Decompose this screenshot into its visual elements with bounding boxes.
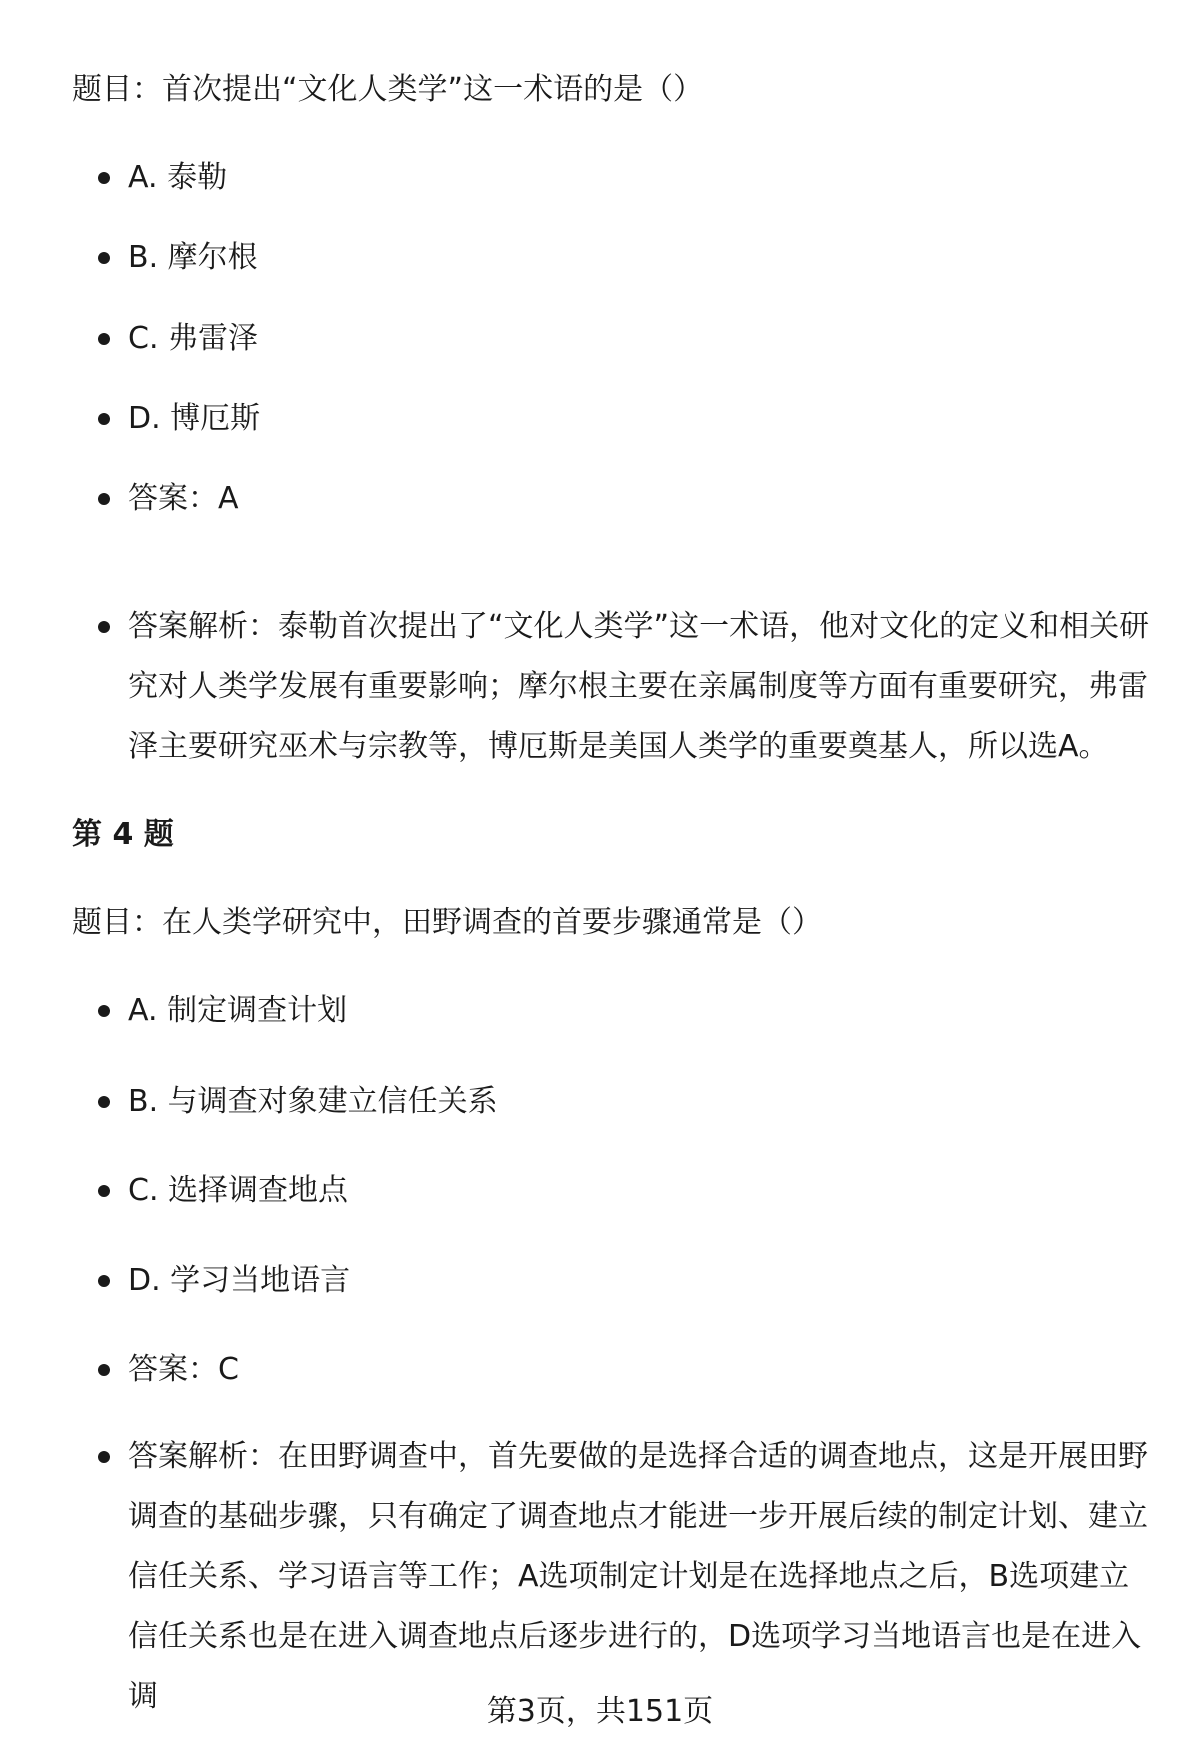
option-label: A. 泰勒 (128, 160, 228, 195)
bullet-icon (98, 1364, 110, 1376)
question-3-analysis (96, 597, 1156, 777)
bullet-icon (98, 1185, 110, 1197)
question-3-answer (96, 469, 1156, 529)
question-3-option-d (96, 389, 1156, 449)
option-label: C. 弗雷泽 (128, 321, 259, 356)
question-4-option-a (96, 981, 1156, 1041)
page-number-footer: 第3页，共151页 (486, 1694, 714, 1729)
analysis-text: 答案解析：在田野调查中，首先要做的是选择合适的调查地点，这是开展田野调查的基础步骤，只有确定了调查地点才能进一步开展后续的制定计划、建立信任关系、学习语言等工作；A选项制定计划是在选择地点之后，B选项建立信任关系也是在进入调查地点后逐步进行的，D选项学习当地语言也是在进入调 (128, 1439, 1148, 1714)
answer-label: 答案：A (128, 481, 239, 516)
bullet-icon (98, 413, 110, 425)
bullet-icon (98, 172, 110, 184)
option-label: A. 制定调查计划 (128, 993, 348, 1028)
option-label: D. 博厄斯 (128, 401, 261, 436)
bullet-icon (98, 493, 110, 505)
bullet-icon (98, 621, 110, 633)
question-4-option-b (96, 1072, 1156, 1132)
question-3-option-a (96, 148, 1156, 208)
question-4-option-d (96, 1251, 1156, 1311)
question-4-heading: 第 4 题 (72, 817, 174, 852)
question-3-option-b (96, 228, 1156, 288)
bullet-icon (98, 333, 110, 345)
option-label: C. 选择调查地点 (128, 1173, 349, 1208)
bullet-icon (98, 1451, 110, 1463)
bullet-icon (98, 1096, 110, 1108)
question-4-option-c (96, 1161, 1156, 1221)
answer-label: 答案：C (128, 1352, 239, 1387)
question-4-answer (96, 1340, 1156, 1400)
bullet-icon (98, 252, 110, 264)
question-4-text: 题目：在人类学研究中，田野调查的首要步骤通常是（） (72, 905, 822, 940)
question-3-text: 题目：首次提出“文化人类学”这一术语的是（） (72, 72, 704, 107)
question-4-analysis (96, 1427, 1156, 1727)
option-label: B. 与调查对象建立信任关系 (128, 1084, 498, 1119)
analysis-text: 答案解析：泰勒首次提出了“文化人类学”这一术语，他对文化的定义和相关研究对人类学发展有重要影响；摩尔根主要在亲属制度等方面有重要研究，弗雷泽主要研究巫术与宗教等，博厄斯是美国人类学的重要奠基人，所以选A。 (128, 609, 1150, 764)
question-3-option-c (96, 309, 1156, 369)
option-label: D. 学习当地语言 (128, 1263, 351, 1298)
bullet-icon (98, 1005, 110, 1017)
bullet-icon (98, 1275, 110, 1287)
option-label: B. 摩尔根 (128, 240, 258, 275)
